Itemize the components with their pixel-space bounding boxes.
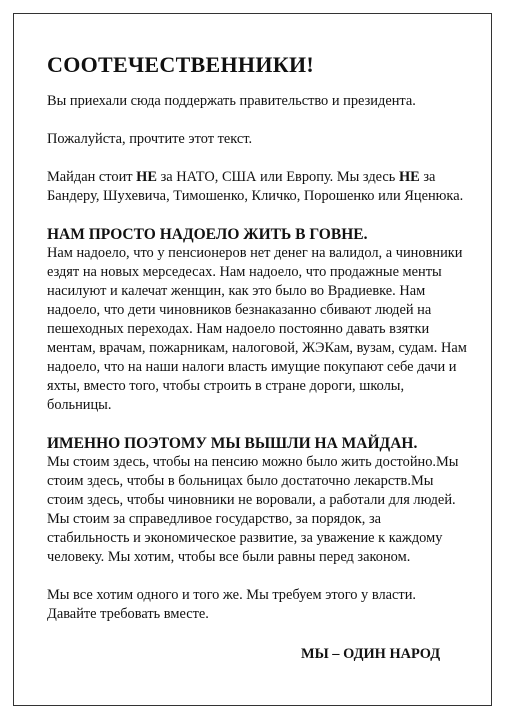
maidan-text-part-2: за НАТО, США или Европу. Мы здесь (156, 169, 399, 185)
signature-one-people: МЫ – ОДИН НАРОД (301, 646, 441, 662)
closing-paragraph: Мы все хотим одного и того же. Мы требуем этого у власти. Давайте требовать вместе. (47, 587, 416, 622)
maidan-text-part-3: за Бандеру, Шухевича, Тимошенко, Кличко, Порошенко или Яценюка. (47, 169, 464, 204)
emphasis-ne-2: НЕ (398, 169, 420, 185)
intro-paragraph-support: Вы приехали сюда поддержать правительство и президента. (47, 93, 416, 109)
section-heading-why-maidan: ИМЕННО ПОЭТОМУ МЫ ВЫШЛИ НА МАЙДАН. (47, 435, 418, 452)
why-maidan-paragraph: Мы стоим здесь, чтобы на пенсию можно было жить достойно.Мы стоим здесь, чтобы в больницах было достаточно лекарств.Мы стоим здесь, чтобы чиновники не воровали, а работали для людей. Мы стоим за справедливое государство, за порядок, за стабильность и экономическое развитие, за уважение к каждому человеку. Мы хотим, чтобы все были равны перед законом. (47, 454, 459, 565)
maidan-stance-paragraph (47, 168, 467, 206)
leaflet-content (47, 52, 467, 643)
section-heading-fed-up: НАМ ПРОСТО НАДОЕЛО ЖИТЬ В ГОВНЕ. (47, 226, 368, 243)
intro-paragraph-please-read: Пожалуйста, прочтите этот текст. (47, 131, 253, 147)
emphasis-ne-1: НЕ (136, 169, 157, 185)
leaflet-title: СООТЕЧЕСТВЕННИКИ! (47, 52, 315, 77)
maidan-text-part-1: Майдан стоит (47, 169, 137, 185)
fed-up-paragraph: Нам надоело, что у пенсионеров нет денег на валидол, а чиновники ездят на новых мерседесах. Нам надоело, что продажные менты насилуют и калечат женщин, как это было во Врадиевке. Нам надоело, что дети чиновников безнаказанно сбивают людей на пешеходных переходах. Нам надоело постоянно давать взятки ментам, врачам, пожарникам, налоговой, ЖЭКам, вузам, судам. Нам надоело, что на наши налоги власть имущие покупают себе дачи и яхты, вместо того, чтобы строить в стране дороги, школы, больницы. (47, 245, 467, 413)
